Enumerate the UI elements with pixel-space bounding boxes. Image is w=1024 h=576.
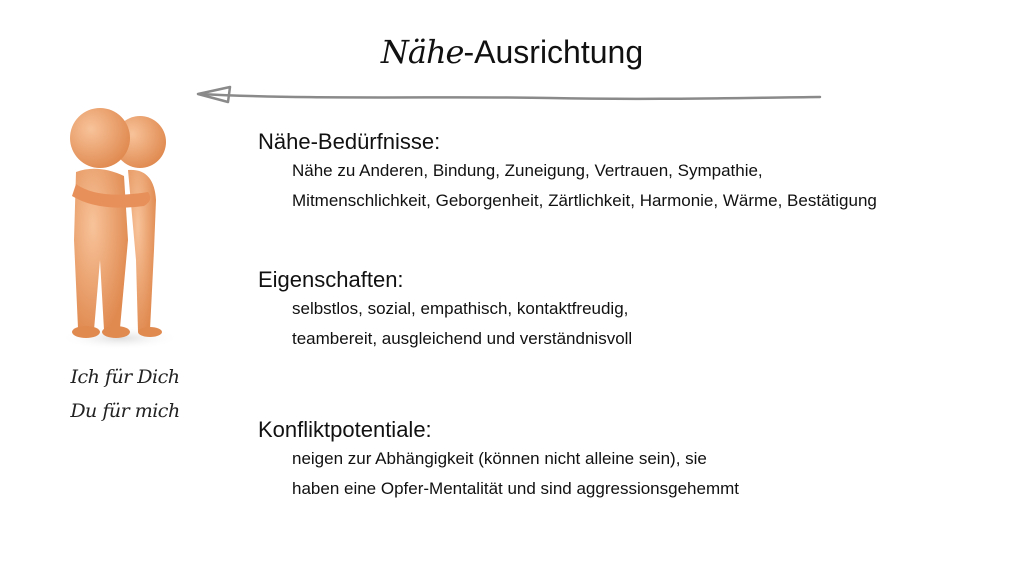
caption-line-2: Du für mich — [70, 400, 180, 422]
title-part-2: -Ausrichtung — [463, 34, 644, 70]
left-arrow-icon — [190, 78, 830, 108]
section-line: selbstlos, sozial, empathisch, kontaktfreudig, — [292, 299, 629, 318]
section-line: haben eine Opfer-Mentalität und sind aggressionsgehemmt — [292, 479, 739, 498]
section-heading: Konfliktpotentiale: — [258, 417, 432, 442]
section-heading: Eigenschaften: — [258, 267, 404, 292]
caption-line-1: Ich für Dich — [70, 366, 180, 388]
section-line: Nähe zu Anderen, Bindung, Zuneigung, Vertrauen, Sympathie, — [292, 161, 763, 180]
section-heading: Nähe-Bedürfnisse: — [258, 129, 441, 154]
section-line: Mitmenschlichkeit, Geborgenheit, Zärtlichkeit, Harmonie, Wärme, Bestätigung — [292, 191, 877, 210]
section-naehe-beduerfnisse — [258, 128, 877, 216]
section-eigenschaften — [258, 266, 632, 354]
section-line: teambereit, ausgleichend und verständnisvoll — [292, 329, 633, 348]
hugging-figures-image — [58, 100, 188, 370]
section-line: neigen zur Abhängigkeit (können nicht alleine sein), sie — [292, 449, 707, 468]
section-konfliktpotentiale — [258, 416, 739, 504]
title-part-1: Nähe — [380, 33, 464, 71]
page-title — [0, 32, 1024, 72]
